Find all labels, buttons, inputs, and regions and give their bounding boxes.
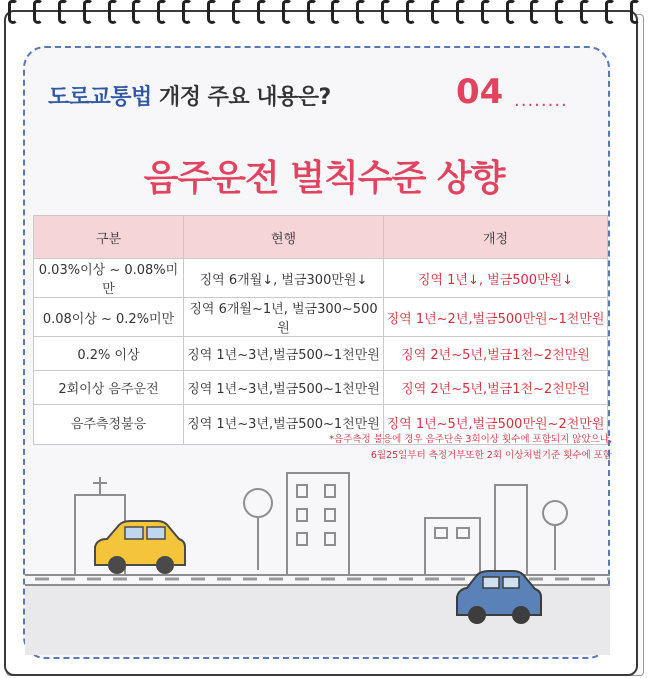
spiral-binding [8,0,640,26]
yellow-car-icon [95,521,185,574]
header-question [48,80,331,111]
current-penalty-cell: 징역 1년~3년,벌금500~1천만원 [184,371,384,405]
spiral-ring-icon [257,0,267,24]
current-penalty-cell: 징역 1년~3년,벌금500~1천만원 [184,337,384,371]
tree-icon [543,501,567,525]
spiral-ring-icon [33,0,43,24]
table-row [34,371,608,405]
category-cell: 음주측정불응 [34,405,184,445]
column-header: 현행 [184,216,384,259]
question-text: 개정 주요 내용은? [158,85,331,110]
spiral-ring-icon [83,0,93,24]
building-icon [425,518,480,575]
column-header: 구분 [34,216,184,259]
spiral-ring-icon [282,0,292,24]
page-title: 음주운전 벌칙수준 상향 [143,158,505,199]
footnote-line-1: *음주측정 불응에 경우 음주단속 3회이상 횟수에 포함되지 않았으나, [329,434,612,445]
revised-penalty-cell: 징역 2년~5년,벌금1천~2천만원 [384,371,608,405]
spiral-ring-icon [555,0,565,24]
current-penalty-cell: 징역 6개월↓, 벌금300만원↓ [184,259,384,298]
spiral-ring-icon [481,0,491,24]
current-penalty-cell: 징역 1년~3년,벌금500~1천만원 [184,405,384,445]
category-cell: 0.08이상 ~ 0.2%미만 [34,298,184,337]
category-cell: 2회이상 음주운전 [34,371,184,405]
table-header-row [34,216,608,259]
building-icon [495,485,527,575]
spiral-ring-icon [630,0,640,24]
table-row [34,259,608,298]
spiral-ring-icon [431,0,441,24]
penalty-table [33,215,608,445]
spiral-ring-icon [108,0,118,24]
current-penalty-cell: 징역 6개월~1년, 벌금300~500원 [184,298,384,337]
revised-penalty-cell: 징역 1년↓, 벌금500만원↓ [384,259,608,298]
spiral-ring-icon [506,0,516,24]
spiral-ring-icon [8,0,18,24]
spiral-ring-icon [530,0,540,24]
spiral-ring-icon [307,0,317,24]
spiral-ring-icon [207,0,217,24]
law-name: 도로교통법 [48,85,152,110]
column-header: 개정 [384,216,608,259]
spiral-ring-icon [157,0,167,24]
section-number: 04 [456,72,504,112]
footnote-line-2: 6월25일부터 측정거부또한 2회 이상처벌기준 횟수에 포함 [370,450,612,461]
revised-penalty-cell: 징역 1년~2년,벌금500만원~1천만원 [384,298,608,337]
spiral-ring-icon [406,0,416,24]
dotted-leader: ........ [514,90,568,111]
spiral-ring-icon [580,0,590,24]
revised-penalty-cell: 징역 2년~5년,벌금1천~2천만원 [384,337,608,371]
spiral-ring-icon [356,0,366,24]
spiral-ring-icon [182,0,192,24]
street-illustration [25,455,610,655]
table-row [34,337,608,371]
spiral-ring-icon [331,0,341,24]
spiral-ring-icon [381,0,391,24]
spiral-ring-icon [232,0,242,24]
spiral-ring-icon [605,0,615,24]
revised-penalty-cell: 징역 1년~5년,벌금500만원~2천만원 [384,405,608,445]
spiral-ring-icon [132,0,142,24]
spiral-ring-icon [456,0,466,24]
category-cell: 0.2% 이상 [34,337,184,371]
tree-icon [244,489,272,517]
category-cell: 0.03%이상 ~ 0.08%미만 [34,259,184,298]
table-row [34,298,608,337]
spiral-ring-icon [58,0,68,24]
